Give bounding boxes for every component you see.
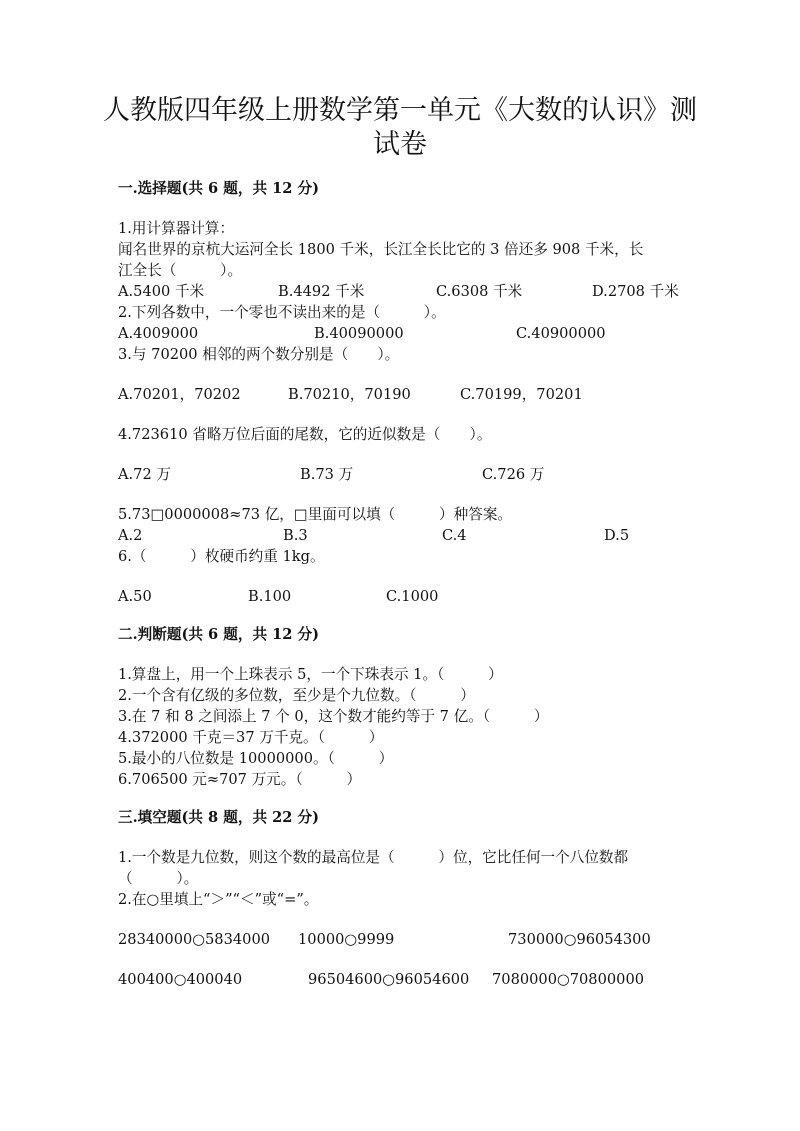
s1-q4-stem: 4.723610 省略万位后面的尾数，它的近似数是（ ）。 <box>118 426 492 443</box>
s2-item-2: 2.一个含有亿级的多位数，至少是个九位数。（ ） <box>118 687 475 704</box>
s2-item-3: 3.在 7 和 8 之间添上 7 个 0，这个数才能约等于 7 亿。（ ） <box>118 708 549 725</box>
s1-q4-option-c: C.726 万 <box>482 466 545 483</box>
s1-q4-option-a: A.72 万 <box>118 466 171 483</box>
s1-q5-stem: 5.73□0000008≈73 亿，□里面可以填（ ）种答案。 <box>118 506 513 523</box>
s2-item-6: 6.706500 元≈707 万元。（ ） <box>118 771 362 788</box>
s3-q1-line1: 1.一个数是九位数，则这个数的最高位是（ ）位，它比任何一个八位数都 <box>118 849 629 866</box>
s1-q1-line2: 闻名世界的京杭大运河全长 1800 千米，长江全长比它的 3 倍还多 908 千米，长 <box>118 241 644 258</box>
s2-item-4: 4.372000 千克＝37 万千克。（ ） <box>118 729 384 746</box>
s1-q3-option-b: B.70210，70190 <box>288 386 411 403</box>
s1-q1-option-d: D.2708 千米 <box>592 283 679 300</box>
s1-q1-option-c: C.6308 千米 <box>436 283 523 300</box>
s3-compare-1: 28340000○5834000 <box>118 931 271 948</box>
s1-q6-option-c: C.1000 <box>386 588 439 605</box>
s2-item-1: 1.算盘上，用一个上珠表示 5，一个下珠表示 1。（ ） <box>118 666 503 683</box>
s1-q6-option-b: B.100 <box>248 588 292 605</box>
s2-item-5: 5.最小的八位数是 10000000。（ ） <box>118 750 394 767</box>
s1-q1-option-a: A.5400 千米 <box>118 283 205 300</box>
page-title <box>100 94 700 162</box>
s1-q6-stem: 6.（ ）枚硬币约重 1kg。 <box>118 548 325 565</box>
s1-q5-option-a: A.2 <box>118 527 143 544</box>
s1-q2-stem: 2.下列各数中，一个零也不读出来的是（ ）。 <box>118 304 446 321</box>
s1-q3-stem: 3.与 70200 相邻的两个数分别是（ ）。 <box>118 346 400 363</box>
s1-q5-option-d: D.5 <box>604 527 630 544</box>
s1-q1-stem: 1.用计算器计算： <box>118 220 235 237</box>
s1-q3-option-c: C.70199，70201 <box>460 386 583 403</box>
s1-q2-option-c: C.40900000 <box>516 325 606 342</box>
s1-q5-option-b: B.3 <box>283 527 308 544</box>
s1-q2-option-a: A.4009000 <box>118 325 199 342</box>
s3-compare-3: 730000○96054300 <box>508 931 651 948</box>
s3-compare-6: 7080000○70800000 <box>492 971 645 988</box>
section-3-heading: 三.填空题(共 8 题，共 22 分) <box>118 809 320 826</box>
s1-q2-option-b: B.40090000 <box>314 325 404 342</box>
s3-compare-2: 10000○9999 <box>298 931 395 948</box>
s1-q5-option-c: C.4 <box>442 527 467 544</box>
s3-q2-stem: 2.在○里填上“＞”“＜”或“=”。 <box>118 891 319 908</box>
s3-compare-5: 96504600○96054600 <box>308 971 470 988</box>
s1-q6-option-a: A.50 <box>118 588 152 605</box>
title-line-1: 人教版四年级上册数学第一单元《大数的认识》测 <box>103 95 697 126</box>
s1-q1-option-b: B.4492 千米 <box>278 283 365 300</box>
s3-compare-4: 400400○400040 <box>118 971 243 988</box>
s1-q1-line3: 江全长（ ）。 <box>118 262 243 279</box>
s1-q4-option-b: B.73 万 <box>300 466 354 483</box>
section-1-heading: 一.选择题(共 6 题，共 12 分) <box>118 180 320 197</box>
s1-q3-option-a: A.70201，70202 <box>118 386 241 403</box>
title-line-2: 试卷 <box>373 129 427 160</box>
section-2-heading: 二.判断题(共 6 题，共 12 分) <box>118 626 320 643</box>
s3-q1-line2: （ ）。 <box>118 870 199 887</box>
